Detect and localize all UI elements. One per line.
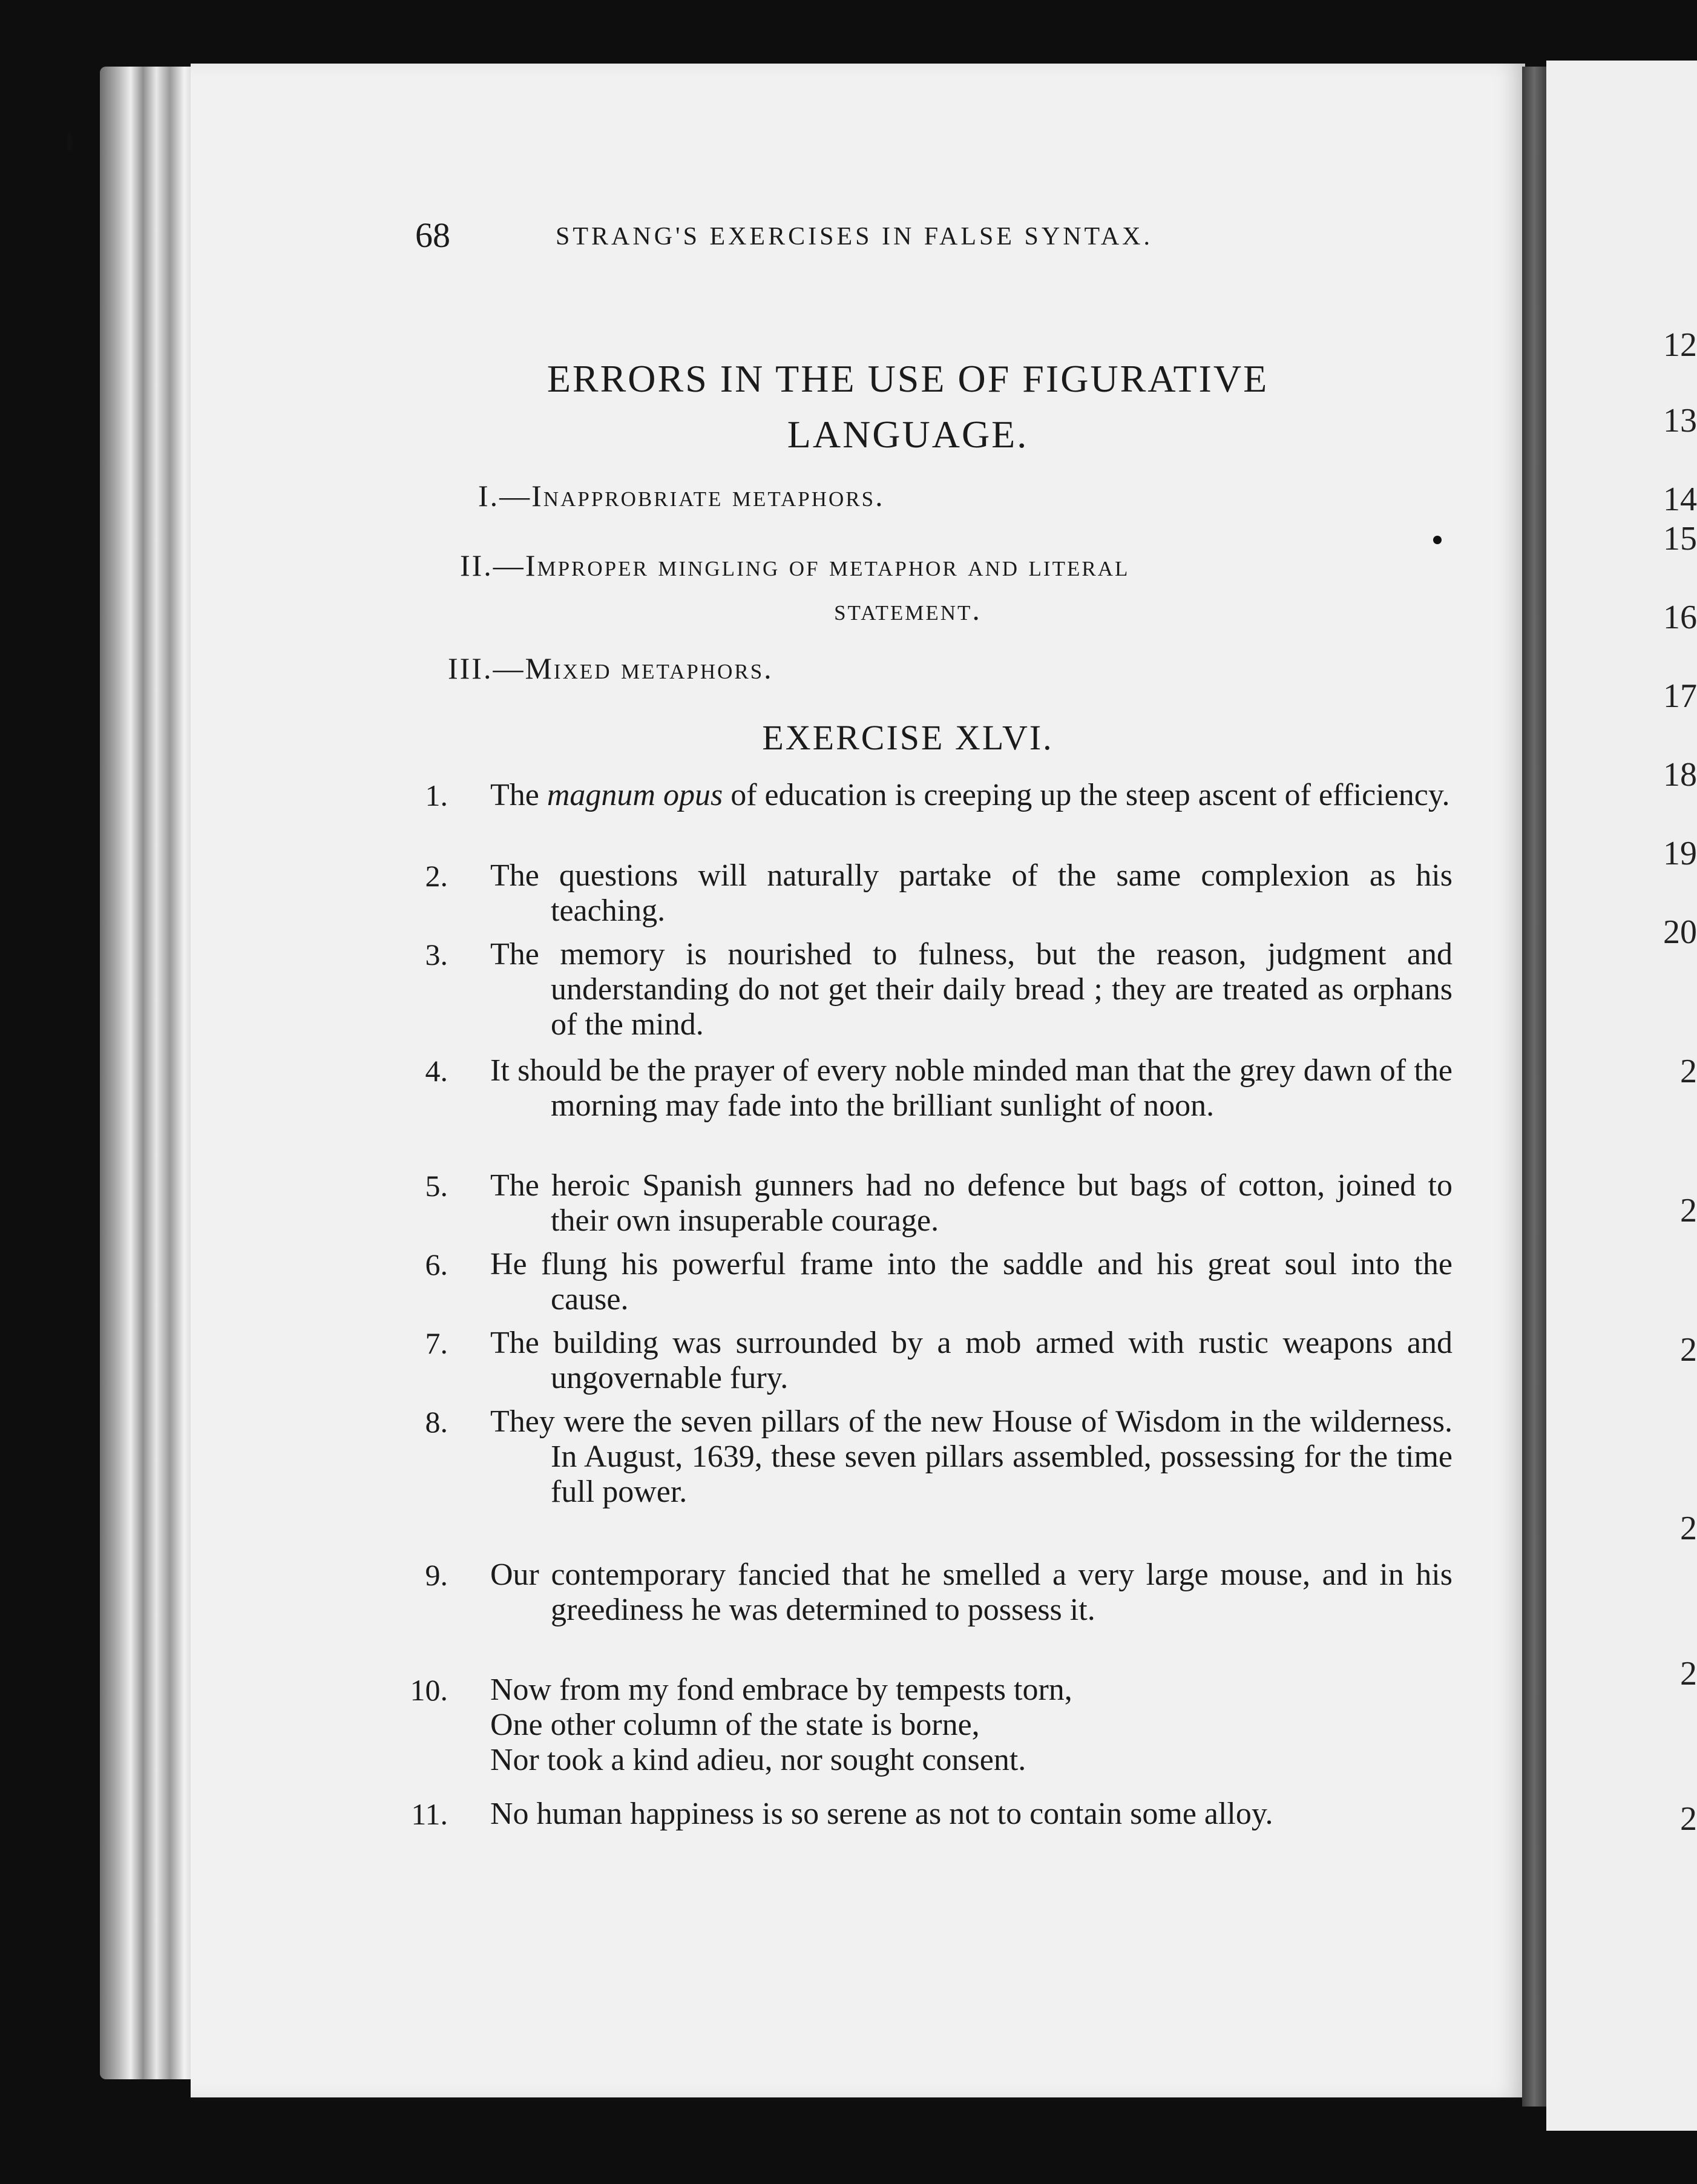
category-heading — [478, 478, 885, 513]
verse-line: One other column of the state is borne, — [490, 1708, 980, 1742]
item-number: 4. — [425, 1054, 448, 1088]
section-title — [424, 351, 1392, 462]
category-heading — [460, 548, 1129, 583]
facing-line-number: 2 — [1680, 1053, 1697, 1090]
item-text: The memory is nourished to fulness, but the reason, judgment and understanding do not get their daily bread ; they are treated as orphans of the mind. — [490, 937, 1452, 1042]
item-number: 7. — [425, 1326, 448, 1360]
facing-line-number: 13 — [1663, 402, 1697, 439]
verse-line: Nor took a kind adieu, nor sought consent. — [490, 1743, 1026, 1777]
item-number: 10. — [410, 1673, 448, 1707]
item-number: 11. — [411, 1797, 448, 1831]
facing-line-number: 15 — [1663, 520, 1697, 558]
section-title-line: LANGUAGE. — [787, 413, 1029, 456]
item-text: The building was surrounded by a mob armed with rustic weapons and ungovernable fury. — [490, 1326, 1452, 1395]
item-number: 6. — [425, 1248, 448, 1281]
item-number: 2. — [425, 859, 448, 893]
facing-page — [1546, 61, 1697, 2131]
category-text: Inapprobriate metaphors. — [531, 479, 885, 513]
item-text: Our contemporary fancied that he smelled a very large mouse, and in his greediness he was determined to possess it. — [490, 1557, 1452, 1627]
category-numeral: III.— — [448, 651, 525, 685]
item-text: The heroic Spanish gunners had no defence but bags of cotton, joined to their own insuperable courage. — [490, 1168, 1452, 1238]
page-number: 68 — [415, 215, 450, 255]
verse-quotation — [490, 1673, 1392, 1778]
facing-line-number: 2 — [1680, 1192, 1697, 1229]
item-text: It should be the prayer of every noble minded man that the grey dawn of the morning may fade into the brilliant sunlight of noon. — [490, 1053, 1452, 1123]
facing-line-number: 2 — [1680, 1510, 1697, 1547]
item-text: They were the seven pillars of the new House of Wisdom in the wilderness. In August, 1639, these seven pillars assembled, possessing for the time full power. — [490, 1404, 1452, 1509]
page-edges — [100, 67, 203, 2079]
facing-line-number: 2 — [1680, 1800, 1697, 1838]
italic-phrase: magnum opus — [547, 778, 723, 812]
facing-line-number: 12 — [1663, 326, 1697, 364]
section-title-line: ERRORS IN THE USE OF FIGURATIVE — [547, 357, 1269, 400]
exercise-title: EXERCISE XLVI. — [762, 718, 1054, 757]
facing-line-number: 16 — [1663, 599, 1697, 636]
item-number: 5. — [425, 1169, 448, 1203]
item-text: The questions will naturally partake of the same complexion as his teaching. — [490, 858, 1452, 928]
running-head — [415, 215, 1262, 263]
facing-line-number: 19 — [1663, 835, 1697, 872]
facing-line-number: 18 — [1663, 756, 1697, 794]
facing-line-number: 20 — [1663, 913, 1697, 951]
verse-line: Now from my fond embrace by tempests torn, — [490, 1673, 1072, 1707]
scan-speck — [67, 133, 73, 151]
category-continuation: statement. — [834, 593, 982, 627]
running-title: STRANG'S EXERCISES IN FALSE SYNTAX. — [556, 223, 1154, 251]
item-number: 1. — [425, 778, 448, 812]
category-heading — [448, 651, 773, 686]
category-numeral: II.— — [460, 548, 525, 582]
item-text: No human happiness is so serene as not to contain some alloy. — [490, 1797, 1273, 1831]
category-text: Mixed metaphors. — [525, 651, 773, 685]
item-number: 8. — [425, 1405, 448, 1439]
facing-line-number: 2 — [1680, 1655, 1697, 1692]
category-text: Improper mingling of metaphor and literal — [525, 548, 1130, 582]
item-number: 3. — [425, 938, 448, 972]
item-text: He flung his powerful frame into the saddle and his great soul into the cause. — [490, 1247, 1452, 1317]
item-number: 9. — [425, 1558, 448, 1592]
item-text: The magnum opus of education is creeping up the steep ascent of efficiency. — [490, 778, 1450, 812]
category-numeral: I.— — [478, 479, 532, 513]
facing-line-number: 14 — [1663, 481, 1697, 518]
scan-speck — [1433, 536, 1442, 544]
facing-line-number: 17 — [1663, 677, 1697, 715]
facing-line-number: 2 — [1680, 1331, 1697, 1369]
